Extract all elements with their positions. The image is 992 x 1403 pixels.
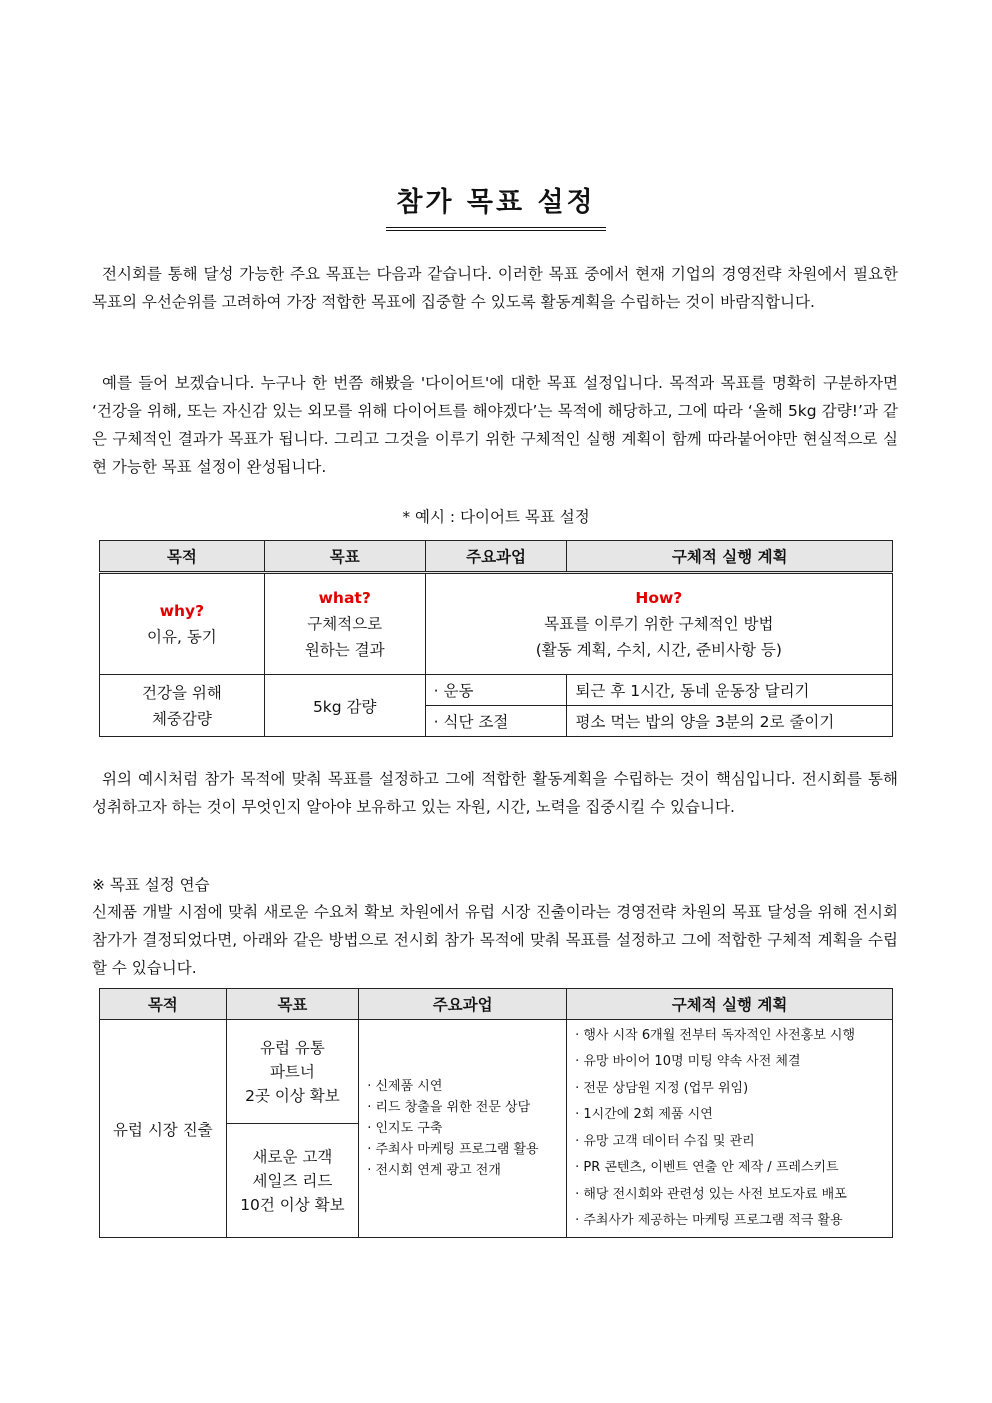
what-desc-1: 구체적으로 (307, 615, 383, 633)
header-purpose: 목적 (100, 541, 265, 573)
table-header-row (100, 541, 893, 573)
plan-cell: 퇴근 후 1시간, 동네 운동장 달리기 (567, 675, 893, 706)
task-cell: · 운동 (425, 675, 567, 706)
diet-goal-table (99, 540, 893, 737)
goal-cell (226, 1020, 359, 1124)
header-purpose: 목적 (100, 989, 227, 1020)
plan-cell: 평소 먹는 밥의 양을 3분의 2로 줄이기 (567, 706, 893, 737)
header-goal: 목표 (226, 989, 359, 1020)
table-row (100, 1020, 893, 1124)
what-desc-2: 원하는 결과 (304, 641, 385, 659)
tasks-cell (359, 1020, 567, 1238)
plan-item: · PR 콘텐츠, 이벤트 연출 안 제작 / 프레스키트 (575, 1160, 839, 1175)
header-tasks: 주요과업 (425, 541, 567, 573)
guide-goal-cell (264, 573, 425, 675)
purpose-cell (100, 675, 265, 737)
goal-cell (226, 1124, 359, 1238)
plan-item: · 1시간에 2회 제품 시연 (575, 1107, 713, 1122)
header-plan: 구체적 실행 계획 (567, 541, 893, 573)
header-goal: 목표 (264, 541, 425, 573)
page-title: 참가 목표 설정 (386, 180, 605, 231)
purpose-cell: 유럽 시장 진출 (100, 1020, 227, 1238)
task-item: · 신제품 시연 (367, 1079, 443, 1094)
practice-paragraph: 신제품 개발 시점에 맞춰 새로운 수요처 확보 차원에서 유럽 시장 진출이라는 경영전략 차원의 목표 달성을 위해 전시회 참가가 결정되었다면, 아래와 같은 방법으로 전시회 참가 목적에 맞춰 목표를 설정하고 그에 적합한 구체적 계획을 수립할 수 있습니다. (92, 903, 898, 977)
plan-item: · 주최사가 제공하는 마케팅 프로그램 적극 활용 (575, 1213, 843, 1228)
plan-item: · 유망 고객 데이터 수집 및 관리 (575, 1133, 755, 1149)
goal-line: 새로운 고객 (252, 1147, 333, 1166)
task-item: · 리드 창출을 위한 전문 상담 (367, 1100, 531, 1115)
guide-purpose-cell (100, 573, 265, 675)
goal-line: 2곳 이상 확보 (245, 1086, 340, 1105)
goal-cell: 5kg 감량 (264, 675, 425, 737)
table-row (100, 675, 893, 706)
goal-line: 세일즈 리드 (252, 1171, 333, 1190)
plan-item: · 행사 시작 6개월 전부터 독자적인 사전홍보 시행 (575, 1027, 856, 1043)
header-tasks: 주요과업 (359, 989, 567, 1020)
plans-cell (567, 1020, 893, 1238)
goal-line: 유럽 유통 (260, 1038, 325, 1057)
intro-paragraph: 전시회를 통해 달성 가능한 주요 목표는 다음과 같습니다. 이러한 목표 중에서 현재 기업의 경영전략 차원에서 필요한 목표의 우선순위를 고려하여 가장 적합한 목표에 집중할 수 있도록 활동계획을 수립하는 것이 바람직합니다. (92, 265, 898, 311)
plan-item: · 유망 바이어 10명 미팅 약속 사전 체결 (575, 1054, 801, 1069)
header-plan: 구체적 실행 계획 (567, 989, 893, 1020)
example-paragraph: 예를 들어 보겠습니다. 누구나 한 번쯤 해봤을 '다이어트'에 대한 목표 설정입니다. 목적과 목표를 명확히 구분하자면 ‘건강을 위해, 또는 자신감 있는 외모를 위해 다이어트를 해야겠다’는 목적에 해당하고, 그에 따라 ‘올해 5kg 감량!’과 같은 구체적인 결과가 목표가 됩니다. 그리고 그것을 이루기 위한 구체적인 실행 계획이 함께 따라붙어야만 현실적으로 실현 가능한 목표 설정이 완성됩니다. (92, 374, 898, 476)
purpose-line-2: 체중감량 (151, 709, 212, 728)
practice-goal-table (99, 988, 893, 1238)
task-item: · 인지도 구축 (367, 1121, 443, 1136)
how-label: How? (635, 589, 683, 607)
how-desc-1: 목표를 이루기 위한 구체적인 방법 (544, 615, 774, 633)
goal-line: 10건 이상 확보 (240, 1195, 345, 1214)
guide-plan-cell (425, 573, 892, 675)
table-header-row (100, 989, 893, 1020)
summary-paragraph: 위의 예시처럼 참가 목적에 맞춰 목표를 설정하고 그에 적합한 활동계획을 수립하는 것이 핵심입니다. 전시회를 통해 성취하고자 하는 것이 무엇인지 알아야 보유하고 있는 자원, 시간, 노력을 집중시킬 수 있습니다. (92, 770, 898, 816)
how-desc-2: (활동 계획, 수치, 시간, 준비사항 등) (535, 641, 782, 659)
practice-heading: ※ 목표 설정 연습 (92, 876, 210, 894)
what-label: what? (318, 589, 371, 607)
why-label: why? (159, 602, 205, 620)
plan-item: · 해당 전시회와 관련성 있는 사전 보도자료 배포 (575, 1186, 847, 1202)
task-cell: · 식단 조절 (425, 706, 567, 737)
task-item: · 전시회 연계 광고 전개 (367, 1163, 501, 1178)
guide-row (100, 573, 893, 675)
plan-item: · 전문 상담원 지정 (업무 위임) (575, 1080, 749, 1096)
goal-line: 파트너 (269, 1062, 315, 1081)
title-block (0, 180, 992, 231)
purpose-line-1: 건강을 위해 (142, 683, 222, 702)
example-caption: * 예시 : 다이어트 목표 설정 (402, 508, 590, 526)
why-desc: 이유, 동기 (147, 628, 217, 646)
task-item: · 주최사 마케팅 프로그램 활용 (367, 1142, 539, 1157)
